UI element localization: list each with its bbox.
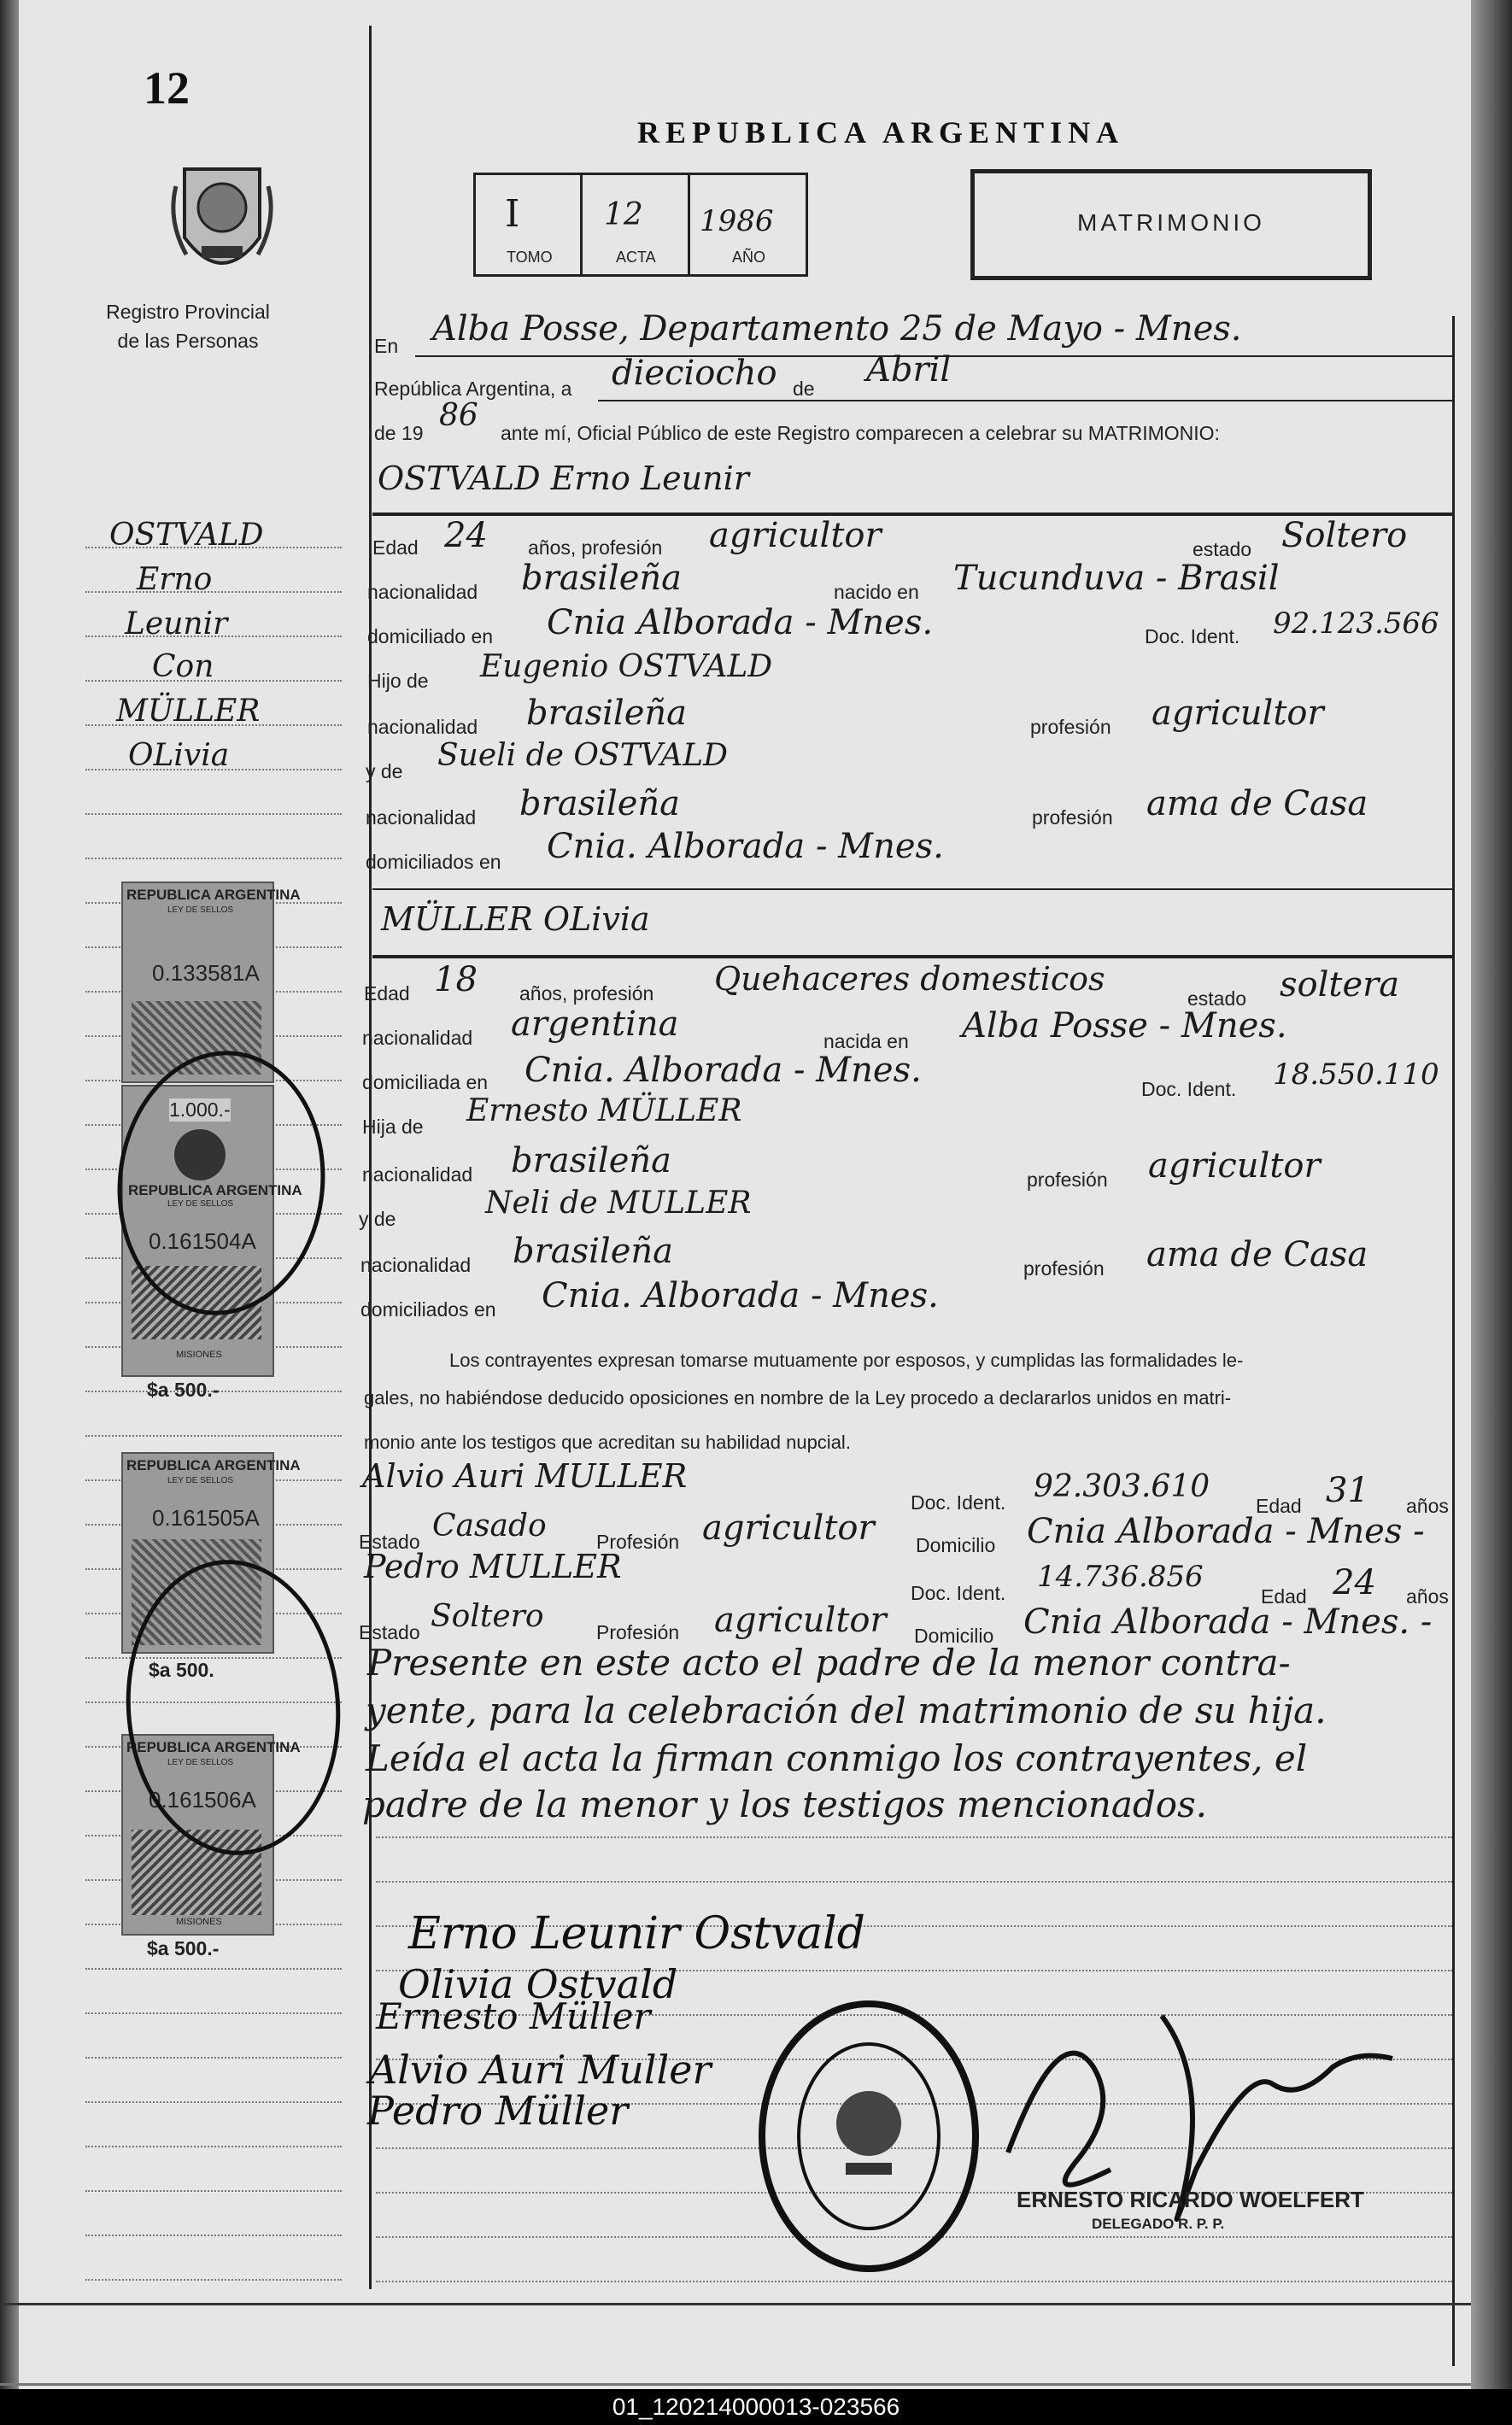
stamp-header: REPUBLICA ARGENTINA [126,887,301,903]
label-estado: Estado [359,1621,420,1643]
margin-dotted-line [85,858,342,859]
bride-birthplace: Alba Posse - Mnes. [962,1006,1287,1046]
margin-dotted-line [85,2235,342,2236]
margin-dotted-line [85,2057,342,2059]
label-anios-profesion: años, profesión [519,982,654,1005]
bride-doc: 18.550.110 [1273,1057,1439,1092]
groom-mother-profession: ama de Casa [1146,784,1368,823]
declaration-line-3: monio ante los testigos que acreditan su habilidad nupcial. [364,1432,851,1453]
stamp-serial: 0.161506A [149,1787,256,1813]
label-anios: años [1406,1585,1449,1608]
declaration-line-2: gales, no habiéndose deducido oposiciones en nombre de la Ley procedo a declararlos unidos en matri- [364,1387,1232,1409]
note-line-2: yente, para la celebración del matrimonio de su hija. [366,1690,1327,1731]
groom-profession: agricultor [709,516,882,555]
label-de: de [793,378,815,400]
label-hija-de: Hija de [362,1116,424,1138]
binding-edge-right [1471,0,1512,2425]
country-heading: REPUBLICA ARGENTINA [637,115,1125,149]
groom-mother: Sueli de OSTVALD [437,738,728,773]
label-republica: República Argentina, a [374,378,572,400]
label-ante: ante mí, Oficial Público de este Registro comparecen a celebrar su MATRIMONIO: [501,422,1220,444]
label-profesion: profesión [1027,1169,1108,1191]
signature-witness-2: Pedro Müller [367,2088,629,2134]
signature-bride-father: Ernesto Müller [376,1995,651,2037]
bride-father-nationality: brasileña [511,1141,671,1180]
label-hijo-de: Hijo de [367,670,429,692]
signature-bride: Olivia Ostvald [398,1961,678,2007]
ruled-line [376,1836,1452,1838]
stamp-subheader: LEY DE SELLOS [167,905,234,915]
witness-1-domicile: Cnia Alborada - Mnes - [1027,1512,1425,1551]
stamp-value: 1.000.- [169,1098,231,1121]
binding-edge [0,0,19,2392]
groom-domicile: Cnia Alborada - Mnes. [547,603,934,642]
margin-dotted-line [85,591,342,593]
groom-name: OSTVALD Erno Leunir [378,460,749,497]
label-profesion: profesión [1030,716,1111,738]
anio-label: AÑO [732,249,766,266]
groom-father-nationality: brasileña [526,694,687,733]
signature-groom: Erno Leunir Ostvald [408,1908,865,1959]
document-type: MATRIMONIO [1077,209,1265,236]
label-anios-profesion: años, profesión [528,536,663,559]
fiscal-stamp-1 [121,882,301,1083]
label-doc-ident: Doc. Ident. [911,1491,1006,1514]
margin-dotted-line [85,2101,342,2103]
stamp-header: REPUBLICA ARGENTINA [128,1182,302,1198]
note-line-3: Leída el acta la firman conmigo los contrayentes, el [366,1737,1308,1779]
margin-dotted-line [85,2012,342,2014]
witness-1-name: Alvio Auri MULLER [362,1457,688,1495]
margin-rule [369,26,372,2289]
margin-dotted-line [85,1435,342,1437]
marriage-year: 86 [439,398,478,433]
signature-witness-1: Alvio Auri Muller [369,2047,712,2093]
margin-dotted-line [85,1968,342,1970]
acta-value: 12 [604,197,643,232]
stamp-serial: 0.133581A [152,960,260,986]
bride-father: Ernesto MÜLLER [466,1093,742,1128]
margin-name-1: OSTVALD [109,518,264,553]
bride-nationality: argentina [511,1005,679,1044]
label-edad: Edad [1256,1495,1302,1517]
label-doc-ident: Doc. Ident. [1145,625,1240,647]
margin-dotted-line [85,2190,342,2192]
registry-box [473,173,808,277]
stamp-value-2: $a 500.- [147,1379,220,1401]
label-profesion: profesión [1032,806,1113,829]
note-line-1: Presente en este acto el padre de la menor contra- [367,1642,1291,1684]
declaration-line-1: Los contrayentes expresan tomarse mutuamente por esposos, y cumplidas las formalidades le- [449,1350,1244,1371]
label-nacionalidad: nacionalidad [367,716,478,738]
label-domicilio: Domicilio [916,1534,996,1556]
label-nacionalidad: nacionalidad [360,1254,472,1276]
ruled-line [376,2281,1452,2282]
label-domiciliada: domiciliada en [362,1071,489,1093]
bride-mother: Neli de MULLER [485,1186,752,1221]
margin-dotted-line [85,2279,342,2281]
label-nacionalidad: nacionalidad [367,581,478,603]
label-profesion: Profesión [596,1621,680,1643]
label-nacionalidad: nacionalidad [362,1163,473,1186]
page-number: 12 [144,62,190,114]
document-type-box [970,169,1372,280]
groom-father-profession: agricultor [1152,694,1324,733]
stamp-footer: MISIONES [176,1917,222,1927]
witness-2-doc: 14.736.856 [1037,1560,1204,1594]
witness-1-doc: 92.303.610 [1034,1469,1210,1504]
stamp-serial: 0.161504A [149,1228,256,1254]
groom-birthplace: Tucunduva - Brasil [953,559,1280,598]
witness-1-estado: Casado [432,1508,547,1543]
groom-mother-nationality: brasileña [519,784,680,823]
label-domiciliados: domiciliados en [366,851,501,873]
stamp-subheader: LEY DE SELLOS [167,1476,234,1485]
tomo-label: TOMO [507,249,553,266]
official-name: ERNESTO RICARDO WOELFERT [1017,2187,1364,2212]
groom-father: Eugenio OSTVALD [480,649,773,684]
witness-2-name: Pedro MULLER [364,1548,622,1585]
witness-2-age: 24 [1333,1563,1376,1602]
delegation-seal-icon [753,1995,984,2277]
margin-name-6: OLivia [128,738,230,773]
groom-estado: Soltero [1281,516,1408,555]
label-en: En [374,335,399,357]
witness-2-estado: Soltero [431,1599,544,1634]
label-nacida-en: nacida en [823,1030,909,1052]
witness-1-profession: agricultor [702,1508,875,1548]
ruled-line [376,1881,1452,1883]
bride-father-profession: agricultor [1148,1146,1321,1186]
bride-mother-profession: ama de Casa [1146,1235,1368,1274]
groom-parents-domicile: Cnia. Alborada - Mnes. [547,827,944,866]
image-caption: 01_120214000013-023566 [0,2389,1512,2425]
margin-dotted-line [85,2146,342,2147]
bride-parents-domicile: Cnia. Alborada - Mnes. [542,1276,939,1315]
anio-value: 1986 [700,204,774,238]
margin-name-5: MÜLLER [116,694,261,729]
label-doc-ident: Doc. Ident. [1141,1078,1237,1100]
bride-estado: soltera [1280,965,1400,1005]
label-nacido-en: nacido en [834,581,919,603]
stamp-footer: MISIONES [176,1350,222,1360]
label-domiciliados: domiciliados en [360,1298,496,1321]
witness-2-profession: agricultor [714,1601,887,1640]
marriage-day: dieciocho [612,354,777,393]
registry-name-line1: Registro Provincial [106,301,270,323]
groom-nationality: brasileña [521,559,682,598]
label-nacionalidad: nacionalidad [366,806,477,829]
witness-1-age: 31 [1326,1471,1369,1510]
right-rule [1452,316,1455,2366]
label-estado: Estado [359,1531,420,1553]
bride-name: MÜLLER OLivia [381,900,650,938]
bride-age: 18 [434,960,478,999]
label-doc-ident: Doc. Ident. [911,1582,1006,1604]
tomo-value: I [505,192,520,236]
witness-2-domicile: Cnia Alborada - Mnes. - [1023,1602,1433,1642]
label-edad: Edad [364,982,410,1005]
acta-label: ACTA [616,249,656,266]
label-profesion: Profesión [596,1531,680,1553]
label-y-de: y de [359,1208,396,1230]
stamp-header: REPUBLICA ARGENTINA [126,1457,301,1473]
margin-name-2: Erno [137,562,213,597]
margin-name-3: Leunir [125,606,228,641]
groom-doc: 92.123.566 [1273,606,1439,641]
label-estado: estado [1187,987,1247,1010]
label-year: de 19 [374,422,424,444]
label-edad: Edad [372,536,419,559]
marriage-place: Alba Posse, Departamento 25 de Mayo - Mnes. [432,309,1242,349]
label-y-de: y de [366,760,403,782]
margin-dotted-line [85,813,342,815]
stamp-value-3: $a 500. [149,1659,214,1681]
note-line-4: padre de la menor y los testigos mencionados. [362,1784,1207,1825]
bride-domicile: Cnia. Alborada - Mnes. [525,1051,922,1090]
label-anios: años [1406,1495,1449,1517]
stamp-subheader: LEY DE SELLOS [167,1199,234,1209]
label-profesion: profesión [1023,1257,1105,1280]
marriage-month: Abril [866,350,952,390]
stamp-subheader: LEY DE SELLOS [167,1758,234,1767]
stamp-value-4: $a 500.- [147,1937,220,1959]
label-domicilio: Domicilio [914,1625,994,1647]
coat-of-arms-icon [167,161,277,289]
label-estado: estado [1193,538,1252,560]
registry-name-line2: de las Personas [117,330,259,352]
margin-name-4: Con [152,649,214,684]
label-nacionalidad: nacionalidad [362,1027,473,1049]
official-title: DELEGADO R. P. P. [1092,2216,1225,2232]
bride-mother-nationality: brasileña [513,1232,673,1271]
label-edad: Edad [1261,1585,1307,1608]
stamp-header: REPUBLICA ARGENTINA [126,1739,301,1755]
stamp-serial: 0.161505A [152,1505,260,1531]
bride-profession: Quehaceres domesticos [714,960,1105,998]
label-domiciliado: domiciliado en [367,625,494,647]
groom-age: 24 [444,516,488,555]
